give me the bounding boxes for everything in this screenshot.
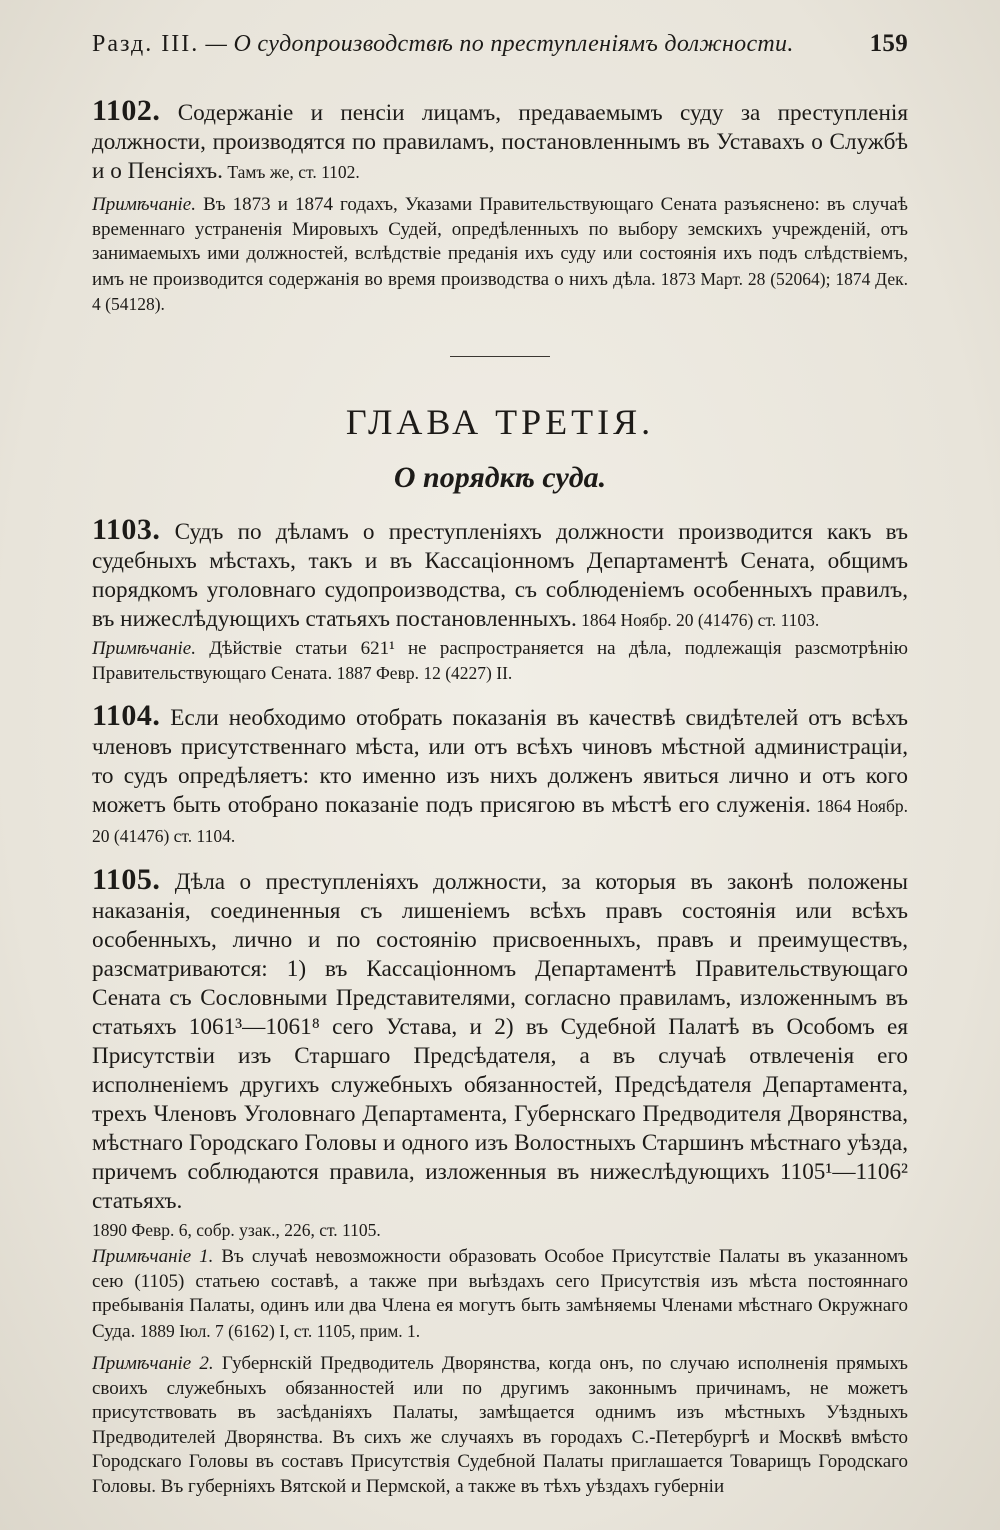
chapter-subtitle: О порядкѣ суда. [393, 460, 607, 494]
note-source: 1873 Март. 28 (52064); 1874 Дек. 4 (54128). [92, 268, 908, 314]
note-label: Примѣчаніе 1. [92, 1246, 214, 1267]
section-title: — О судопроизводствѣ по преступленіямъ должности. [205, 31, 794, 57]
article-source: Тамъ же, ст. 1102. [222, 162, 360, 182]
article-1105-note-1 [92, 1245, 908, 1344]
article-source: 1864 Ноябр. 20 (41476) ст. 1103. [576, 609, 820, 630]
article-1104-text [92, 698, 908, 851]
article-number: 1104. [92, 698, 161, 732]
section-label: Разд. III. [92, 31, 200, 57]
article-1105 [92, 862, 908, 1500]
article-1102-note [92, 193, 908, 318]
article-1103 [92, 512, 908, 687]
article-body: Содержаніе и пенсіи лицамъ, предаваемымъ суду за преступленія должности, производятся по правиламъ, постановленнымъ въ Уставахъ о Службѣ и о Пенсіяхъ. [92, 100, 908, 184]
note-label: Примѣчаніе. [92, 194, 196, 215]
article-1103-text [92, 512, 908, 635]
article-body: Если необходимо отобрать показанія въ качествѣ свидѣтелей отъ всѣхъ членовъ присутственнаго мѣста, или отъ всѣхъ чиновъ мѣстной администраціи, то судъ опредѣляетъ: кто именно изъ нихъ долженъ явиться лично и отъ кого можетъ быть отобрано показаніе подъ присягою въ мѣстѣ его служенія. [92, 704, 908, 818]
article-1104 [92, 698, 908, 851]
article-1102 [92, 96, 908, 318]
article-source: 1890 Февр. 6, собр. узак., 226, ст. 1105. [92, 1219, 381, 1240]
note-body: Въ 1873 и 1874 годахъ, Указами Правительствующаго Сената разъяснено: въ случаѣ временнаго устраненія Мировыхъ Судей, опредѣленныхъ по выбору земскихъ учрежденій, отъ занимаемыхъ ими должностей, вслѣдствіе преданія ихъ суду или состоянія ихъ подъ слѣдствіемъ, имъ не производится содержанія во время производства о нихъ дѣла. [92, 194, 908, 290]
chapter-title: ГЛАВА ТРЕТІЯ. [345, 401, 655, 442]
note-source: 1887 Февр. 12 (4227) II. [332, 663, 513, 683]
running-head-title [92, 31, 794, 58]
article-number: 1103. [92, 512, 161, 546]
article-body: Дѣла о преступленіяхъ должности, за которыя въ законѣ положены наказанія, соединенныя съ лишеніемъ всѣхъ правъ состоянія или всѣхъ особенныхъ, лично и по состоянію присвоенныхъ, правъ и преимуществъ, разсматриваются: 1) въ Кассаціонномъ Департаментѣ Правительствующаго Сената съ Сословными Представителями, согласно правиламъ, изложеннымъ въ статьяхъ 1061³—1061⁸ сего Устава, и 2) въ Судебной Палатѣ въ Особомъ ея Присутствіи изъ Старшаго Предсѣдателя, а въ случаѣ отвлеченія его исполненіемъ другихъ служебныхъ обязанностей, Предсѣдателя Департамента, трехъ Членовъ Уголовнаго Департамента, Губернскаго Предводителя Дворянства, мѣстнаго Городскаго Головы и одного изъ Волостныхъ Старшинъ мѣстнаго уѣзда, причемъ соблюдаются правила, изложенныя въ нижеслѣдующихъ 1105¹—1106² статьяхъ. [92, 868, 908, 1214]
article-1105-note-2 [92, 1352, 908, 1499]
article-1105-source-line [92, 1218, 908, 1244]
article-1103-note [92, 637, 908, 687]
note-label: Примѣчаніе 2. [92, 1353, 214, 1374]
note-body: Въ случаѣ невозможности образовать Особое Присутствіе Палаты въ указанномъ сею (1105) статьею составѣ, а также при выѣздахъ сего Присутствія изъ мѣста постояннаго пребыванія Палаты, одинъ или два Члена ея могутъ быть замѣняемы Членами мѣстнаго Окружнаго Суда. [92, 1246, 908, 1342]
page-number: 159 [869, 30, 908, 57]
note-label: Примѣчаніе. [92, 637, 196, 659]
article-body: Судъ по дѣламъ о преступленіяхъ должности производится какъ въ судебныхъ мѣстахъ, такъ и въ Кассаціонномъ Департаментѣ Сената, общимъ порядкомъ уголовнаго судопроизводства, съ соблюденіемъ особенныхъ правилъ, въ нижеслѣдующихъ статьяхъ постановленныхъ. [92, 518, 908, 632]
article-number: 1105. [92, 862, 161, 896]
running-head [92, 30, 908, 58]
note-source: 1889 Іюл. 7 (6162) I, ст. 1105, прим. 1. [135, 1320, 421, 1341]
article-1102-text [92, 96, 908, 187]
note-body: Губернскій Предводитель Дворянства, когда онъ, по случаю исполненія прямыхъ своихъ служебныхъ обязанностей или по другимъ законнымъ причинамъ, не можетъ присутствовать въ засѣданіяхъ Палаты, замѣщается однимъ изъ мѣстныхъ Уѣздныхъ Предводителей Дворянства. Въ сихъ же случаяхъ въ городахъ С.-Петербургѣ и Москвѣ вмѣсто Городскаго Головы въ составъ Присутствія Судебной Палаты приглашается Товарищъ Городскаго Головы. Въ губерніяхъ Вятской и Пермской, а также въ тѣхъ уѣздахъ губерніи [92, 1353, 908, 1497]
article-number: 1102. [92, 94, 161, 127]
note-body: Дѣйствіе статьи 621¹ не распространяется на дѣла, подлежащія разсмотрѣнію Правительствующаго Сената. [92, 637, 908, 684]
article-1105-text [92, 862, 908, 1216]
section-divider [450, 356, 550, 357]
article-source: 1864 Ноябр. 20 (41476) ст. 1104. [92, 795, 908, 846]
